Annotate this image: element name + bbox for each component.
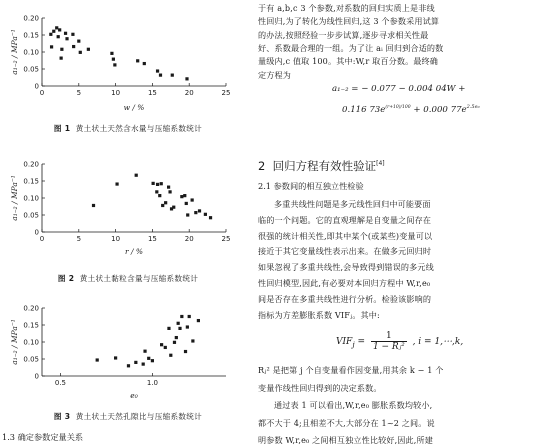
data-point bbox=[52, 30, 55, 33]
y-tick-label: 0.10 bbox=[23, 48, 39, 57]
data-point bbox=[156, 183, 159, 186]
vif-denominator: 1 − Rⱼ² bbox=[372, 342, 405, 352]
x-axis-label: e₀ bbox=[130, 391, 138, 400]
y-axis-label: a₁₋₂ / MPa⁻¹ bbox=[10, 29, 19, 75]
y-tick-label: 0.10 bbox=[23, 194, 39, 203]
para-lines-line: 多重共线性问题是多元线性回归中可能要面 bbox=[274, 199, 431, 209]
data-point bbox=[198, 209, 201, 212]
y-tick-label: 0 bbox=[34, 372, 39, 381]
data-point bbox=[92, 204, 95, 207]
data-point bbox=[152, 182, 155, 185]
y-tick-label: 0 bbox=[34, 228, 39, 237]
y-axis-label: a₁₋₂ / MPa⁻¹ bbox=[10, 175, 19, 221]
data-point bbox=[167, 186, 170, 189]
y-tick-label: 0.20 bbox=[23, 160, 39, 169]
vif-fraction bbox=[371, 331, 407, 352]
data-point bbox=[185, 77, 188, 80]
y-tick-label: 0.05 bbox=[23, 65, 39, 74]
top-lines-line: 量级内,c 值取 100。其中:W,r 取百分数。最终确 bbox=[258, 56, 439, 67]
y-tick-label: 0.20 bbox=[23, 304, 39, 313]
section-2-ref: [4] bbox=[376, 160, 385, 168]
data-point bbox=[134, 361, 137, 364]
data-point bbox=[172, 206, 175, 209]
data-point bbox=[113, 63, 116, 66]
section-2-number: 2 bbox=[258, 159, 266, 173]
data-point bbox=[167, 327, 170, 330]
data-point bbox=[191, 198, 194, 201]
subsection-2-1-heading: 2.1 参数间的相互独立性检验 bbox=[258, 181, 364, 191]
top-lines-line: 的办法,按照经验一步步试算,逐步寻求相关性最 bbox=[258, 29, 429, 40]
x-tick-label: 25 bbox=[221, 89, 231, 97]
figure-1-caption bbox=[0, 123, 256, 134]
para-lines-line: 如果忽视了多重共线性,会导致得到错误的多元线 bbox=[258, 262, 434, 273]
data-point bbox=[57, 35, 60, 38]
para-lines-line: 临的一个问题。它的直观理解是自变量之间存在 bbox=[258, 214, 432, 225]
equation-term-a: 0.116 73e bbox=[342, 104, 386, 115]
figure-2-text: 黄土状土黏粒含量与压缩系数统计 bbox=[79, 274, 199, 283]
data-point bbox=[184, 350, 187, 353]
data-point bbox=[191, 339, 194, 342]
data-point bbox=[72, 45, 75, 48]
data-point bbox=[185, 202, 188, 205]
chart-2 bbox=[0, 148, 256, 258]
y-tick-label: 0.20 bbox=[23, 14, 39, 23]
data-point bbox=[114, 356, 117, 359]
chart-3 bbox=[0, 300, 256, 404]
equation-exp-a: (r+10)/100 bbox=[385, 105, 411, 110]
x-axis-label: r / % bbox=[124, 247, 144, 256]
data-point bbox=[143, 62, 146, 65]
vif-tail: , i = 1,⋯,k, bbox=[412, 337, 464, 347]
y-tick-label: 0 bbox=[34, 82, 39, 91]
para-lines-line: 性回归模型,因此,有必要对本回归方程中 W,r,e₀ bbox=[258, 278, 431, 288]
data-point bbox=[164, 346, 167, 349]
data-point bbox=[161, 204, 164, 207]
data-point bbox=[155, 190, 158, 193]
data-point bbox=[147, 357, 150, 360]
para-lines-line: 间是否存在多重共线性进行分析。检验该影响的 bbox=[258, 293, 432, 304]
figure-3-caption bbox=[0, 411, 256, 422]
top-lines-line: 于有 a,b,c 3 个参数,对系数的回归实质上是非线 bbox=[258, 3, 435, 13]
data-point bbox=[55, 26, 58, 29]
data-point bbox=[65, 37, 68, 40]
chart-2-svg bbox=[0, 148, 256, 258]
equation-exp-b: 2.5e₀ bbox=[466, 104, 480, 110]
data-point bbox=[158, 194, 161, 197]
y-tick-label: 0.15 bbox=[23, 177, 39, 186]
data-point bbox=[171, 74, 174, 77]
x-tick-label: 5 bbox=[76, 235, 82, 243]
figure-1-text: 黄土状土天然含水量与压缩系数统计 bbox=[75, 124, 203, 133]
figure-1-number: 图 1 bbox=[53, 124, 71, 133]
left-column bbox=[0, 0, 256, 444]
data-point bbox=[180, 195, 183, 198]
x-tick-label: 15 bbox=[147, 89, 157, 97]
data-point bbox=[71, 33, 74, 36]
data-point bbox=[60, 48, 63, 51]
para-lines-line: 指标为方差膨胀系数 VIFⱼ。其中: bbox=[258, 309, 380, 320]
y-tick-label: 0.10 bbox=[23, 338, 39, 347]
data-point bbox=[115, 182, 118, 185]
data-point bbox=[178, 327, 181, 330]
data-point bbox=[96, 358, 99, 361]
x-tick-label: 20 bbox=[184, 89, 194, 97]
x-tick-label: 10 bbox=[111, 235, 121, 243]
x-tick-label: 5 bbox=[76, 89, 82, 97]
data-point bbox=[127, 364, 130, 367]
figure-3-number: 图 3 bbox=[53, 412, 71, 421]
y-tick-label: 0.15 bbox=[23, 31, 39, 40]
subsection-1-3-heading: 1.3 确定参数定量关系 bbox=[2, 432, 84, 442]
x-tick-label: 25 bbox=[221, 235, 231, 243]
x-tick-label: 0.5 bbox=[54, 379, 66, 387]
data-point bbox=[194, 211, 197, 214]
data-point bbox=[186, 213, 189, 216]
data-point bbox=[151, 359, 154, 362]
after-lines-line: 明参数 W,r,e₀ 之间相互独立性比较好,因此,所建 bbox=[258, 435, 433, 446]
vif-numerator: 1 bbox=[371, 331, 407, 342]
data-point bbox=[186, 325, 189, 328]
data-point bbox=[160, 343, 163, 346]
vif-formula: $VIF_j$ = $\frac{1}{\text{1 − Rⱼ²}}$ , i = 1,⋯,k, bbox=[336, 331, 464, 352]
figure-2-number: 图 2 bbox=[57, 274, 75, 283]
data-point bbox=[204, 213, 207, 216]
x-tick-label: 10 bbox=[111, 89, 121, 97]
data-point bbox=[156, 69, 159, 72]
x-tick-label: 1.0 bbox=[146, 379, 158, 387]
data-point bbox=[58, 28, 61, 31]
right-column bbox=[258, 0, 536, 444]
data-point bbox=[183, 194, 186, 197]
y-axis-label: a₁₋₂ / MPa⁻¹ bbox=[10, 319, 19, 365]
x-axis-label: w / % bbox=[123, 103, 145, 112]
chart-3-svg bbox=[0, 300, 256, 404]
para-lines-line: 很强的统计相关性,即其中某个(或某些)变量可以 bbox=[258, 230, 433, 241]
data-point bbox=[112, 58, 115, 61]
data-point bbox=[142, 363, 145, 366]
x-tick-label: 0 bbox=[39, 89, 45, 97]
section-2-title: 回归方程有效性验证 bbox=[272, 159, 377, 173]
chart-1 bbox=[0, 6, 256, 116]
x-tick-label: 15 bbox=[147, 235, 157, 243]
data-point bbox=[164, 201, 167, 204]
after-lines-line: 都不大于 4;且相差不大,大部分在 1~2 之间。说 bbox=[258, 417, 435, 428]
data-point bbox=[77, 40, 80, 43]
data-point bbox=[159, 74, 162, 77]
data-point bbox=[209, 216, 212, 219]
data-point bbox=[136, 59, 139, 62]
y-tick-label: 0.05 bbox=[23, 211, 39, 220]
data-point bbox=[177, 322, 180, 325]
data-point bbox=[168, 190, 171, 193]
data-point bbox=[188, 315, 191, 318]
data-point bbox=[173, 341, 176, 344]
data-point bbox=[197, 319, 200, 322]
figure-2-caption bbox=[0, 273, 256, 284]
after-lines-line: 变量作线性回归得到的决定系数。 bbox=[258, 382, 382, 393]
data-point bbox=[110, 52, 113, 55]
data-point bbox=[180, 315, 183, 318]
equation-line-1: a₁₋₂ = − 0.077 − 0.004 04W + bbox=[332, 84, 466, 94]
data-point bbox=[64, 32, 67, 35]
after-lines-line: Rⱼ² 是把第 j 个自变量看作因变量,用其余 k − 1 个 bbox=[258, 365, 444, 375]
x-tick-label: 20 bbox=[184, 235, 194, 243]
data-point bbox=[175, 336, 178, 339]
y-tick-label: 0.15 bbox=[23, 321, 39, 330]
data-point bbox=[135, 174, 138, 177]
equation-line-2 bbox=[342, 104, 480, 115]
top-lines-line: 性回归,为了转化为线性回归,这 3 个参数采用试算 bbox=[258, 16, 440, 27]
equation-term-b: + 0.000 77e bbox=[413, 104, 467, 115]
figure-3-text: 黄土状土天然孔隙比与压缩系数统计 bbox=[75, 412, 203, 421]
data-point bbox=[49, 33, 52, 36]
top-lines-line: 好、系数最合理的一组。为了让 aᵢ 回归到合适的数 bbox=[258, 42, 444, 53]
data-point bbox=[87, 48, 90, 51]
vif-lhs: VIF bbox=[336, 337, 353, 347]
top-lines-line: 定方程为 bbox=[258, 69, 291, 80]
para-lines-line: 接近于其它变量线性表示出来。在做多元回归时 bbox=[258, 246, 432, 257]
after-lines-line: 通过表 1 可以看出,W,r,e₀ 膨胀系数均较小, bbox=[274, 400, 433, 411]
section-2-heading bbox=[258, 158, 385, 174]
data-point bbox=[50, 45, 53, 48]
y-tick-label: 0.05 bbox=[23, 355, 39, 364]
data-point bbox=[160, 182, 163, 185]
data-point bbox=[60, 57, 63, 60]
data-point bbox=[143, 350, 146, 353]
chart-1-svg bbox=[0, 6, 256, 116]
data-point bbox=[169, 354, 172, 357]
data-point bbox=[79, 51, 82, 54]
x-tick-label: 0 bbox=[39, 235, 45, 243]
